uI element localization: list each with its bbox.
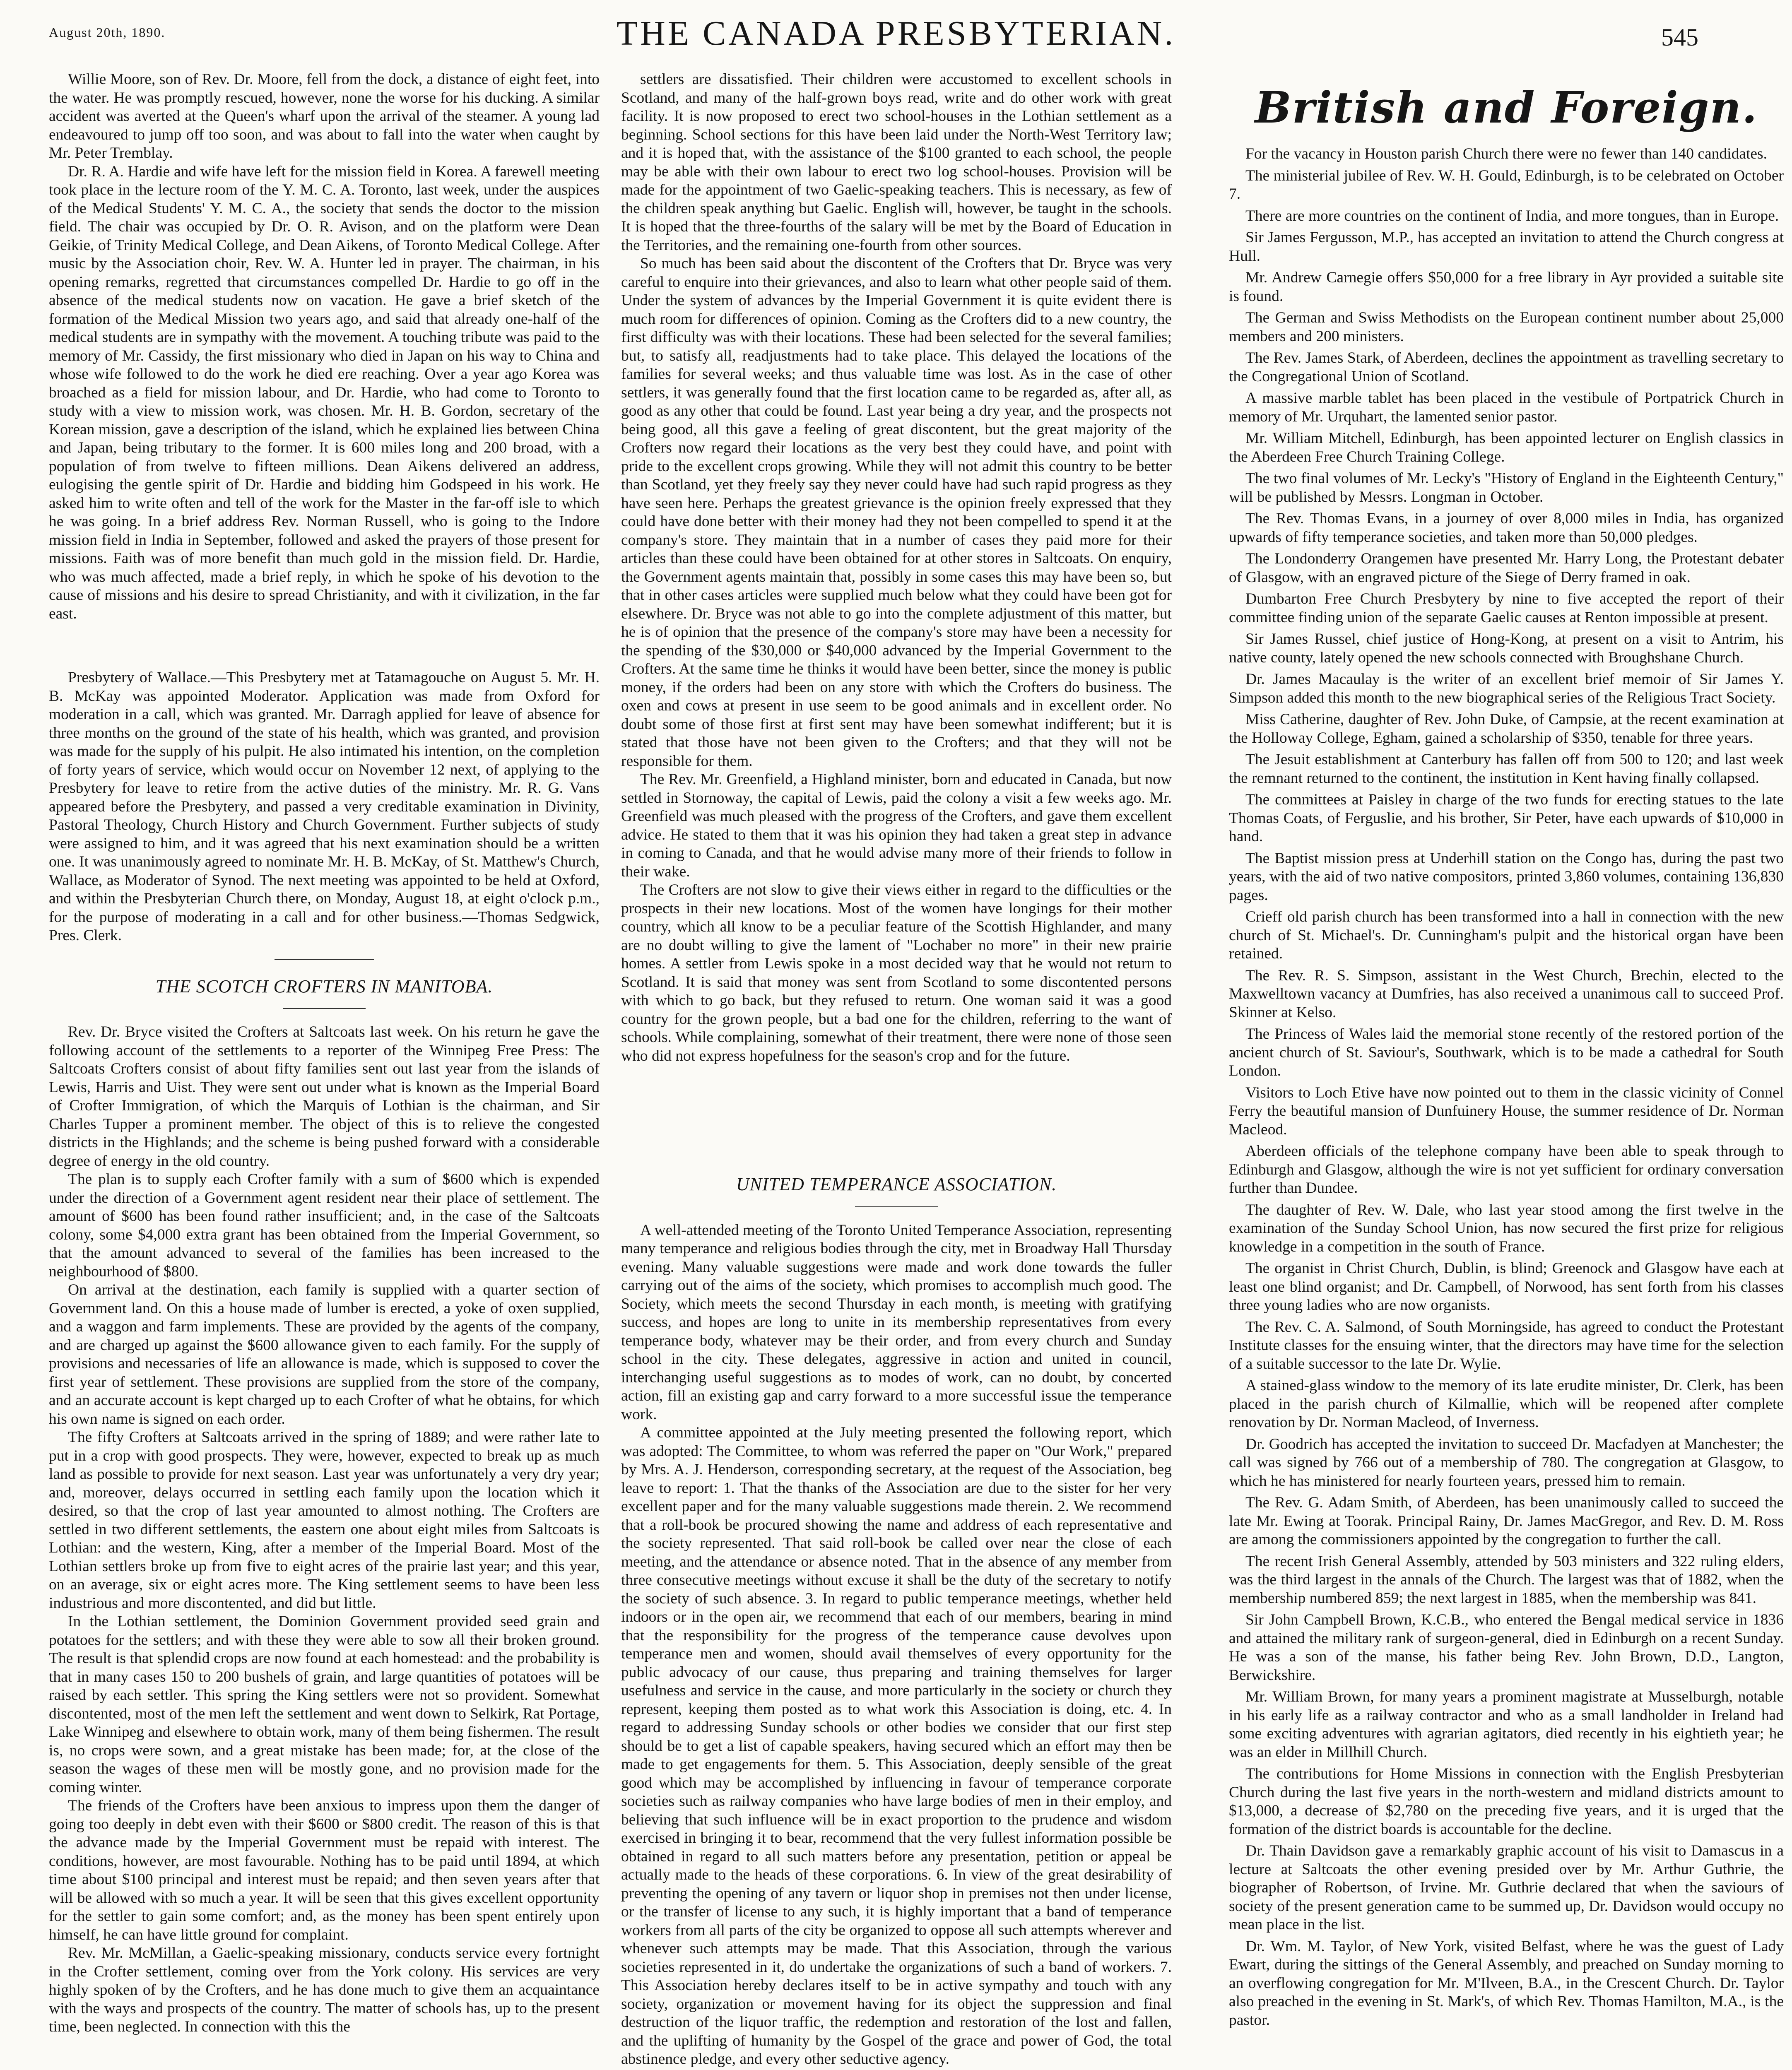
news-item: The Jesuit establishment at Canterbury has fallen off from 500 to 120; and last week the remnant returned to the continent, the institution in Kent having finally collapsed. bbox=[1229, 751, 1784, 787]
news-item: The recent Irish General Assembly, attended by 503 ministers and 322 ruling elders, was the third largest in the annals of the Church. The largest was that of 1882, when the membership numbered 859; the next largest in 1885, when the membership was 841. bbox=[1229, 1552, 1784, 1607]
column-middle bbox=[621, 70, 1172, 2069]
article-paragraph: Rev. Dr. Bryce visited the Crofters at Saltcoats last week. On his return he gave the following account of the settlements to a reporter of the Winnipeg Free Press: The Saltcoats Crofters consist of about fifty families sent out last year from the islands of Lewis, Harris and Uist. They were sent out under what is known as the Imperial Board of Crofter Immigration, of which the Marquis of Lothian is the chairman, and Sir Charles Tupper a prominent member. The object of this is to relieve the congested districts in the Highlands; and the scheme is being pushed forward with a considerable degree of energy in the old country. bbox=[49, 1023, 600, 1170]
news-item: The ministerial jubilee of Rev. W. H. Gould, Edinburgh, is to be celebrated on October 7. bbox=[1229, 167, 1784, 202]
news-item: The contributions for Home Missions in connection with the English Presbyterian Church during the last five years in the north-western and midland districts amount to $13,000, a decrease of $2,780 on the preceding five years, and it is urged that the formation of the district boards is accountable for the decline. bbox=[1229, 1765, 1784, 1838]
article-paragraph: The Crofters are not slow to give their views either in regard to the difficulties or the prospects in their new locations. Most of the women have longings for their mother country, which all know to be a peculiar feature of the Scottish Highlander, and many are no doubt willing to give the lament of "Lochaber no more" in their new prairie homes. A settler from Lewis spoke in a most decided way that he would not return to Scotland. It is said that money was sent from Scotland to some discontented persons with which to go back, but they refused to return. One woman said it was a good country for the grown people, but a bad one for the children, referring to the want of schools. While complaining, somewhat of their treatment, there were none of those seen who did not express hopefulness for the season's crop and for the future. bbox=[621, 881, 1172, 1064]
news-item: The committees at Paisley in charge of the two funds for erecting statues to the late Thomas Coats, of Ferguslie, and his brother, Sir Peter, have each upwards of $10,000 in hand. bbox=[1229, 791, 1784, 845]
news-item: Mr. William Mitchell, Edinburgh, has been appointed lecturer on English classics in the Aberdeen Free Church Training College. bbox=[1229, 430, 1784, 465]
article-paragraph: So much has been said about the discontent of the Crofters that Dr. Bryce was very careful to enquire into their grievances, and also to learn what other people said of them. Under the system of advances by the Imperial Government it is quite evident there is much room for differences of opinion. Coming as the Crofters did to a new country, the first difficulty was with their locations. These had been selected for the several families; but, to satisfy all, readjustments had to take place. This delayed the locations of the families for several weeks; and thus valuable time was lost. As in the case of other settlers, it was generally found that the first location came to be regarded as, after all, as good as any other that could be found. Last year being a dry year, and the prospects not being good, all this gave a feeling of great discontent, but the great majority of the Crofters now regard their locations as the very best they could have, and point with pride to the excellent crops growing. While they will not admit this country to be better than Scotland, yet they freely say they never could have had such rapid progress as they have seen here. Perhaps the greatest grievance is the opinion freely expressed that they could have done better with their money had they not been compelled to spend it at the company's store. They maintain that in a number of cases they paid more for their articles than these could have been obtained for at other stores in Saltcoats. On enquiry, the Government agents maintain that, possibly in some cases this may have been so, but that in other cases articles were supplied much below what they could have been got for elsewhere. Dr. Bryce was not able to go into the complete adjustment of this matter, but he is of opinion that the presence of the company's store may have been a necessity for the spending of the $30,000 or $40,000 advanced by the Imperial Government to the Crofters. At the same time he thinks it would have been better, since the money is public money, if the orders had been on any store with which the Crofters do business. The oxen and cows at present in use seem to be good animals and in excellent order. No doubt some of those first at first sent may have been somewhat indifferent; but it is stated that those have not been given to the Crofters; and that they will not be responsible for them. bbox=[621, 255, 1172, 770]
article-paragraph: Rev. Mr. McMillan, a Gaelic-speaking missionary, conducts service every fortnight in the Crofter settlement, coming over from the York colony. His services are very highly spoken of by the Crofters, and he has done much to give them an acquaintance with the ways and prospects of the country. The matter of schools has, up to the present time, been neglected. In connection with this the bbox=[49, 1945, 600, 2035]
news-item: The Rev. James Stark, of Aberdeen, declines the appointment as travelling secretary to the Congregational Union of Scotland. bbox=[1229, 349, 1784, 385]
news-item: The Rev. G. Adam Smith, of Aberdeen, has been unanimously called to succeed the late Mr. Ewing at Toorak. Principal Rainy, Dr. James MacGregor, and Rev. D. M. Ross are among the commissioners appointed by the congregation to further the call. bbox=[1229, 1494, 1784, 1548]
news-item: Miss Catherine, daughter of Rev. John Duke, of Campsie, at the recent examination at the Holloway College, Egham, gained a scholarship of $350, tenable for three years. bbox=[1229, 711, 1784, 746]
article-paragraph: The plan is to supply each Crofter family with a sum of $600 which is expended under the direction of a Government agent resident near their place of settlement. The amount of $600 has been found rather insufficient; and, in the case of the Saltcoats colony, some $4,000 extra grant has been obtained from the Imperial Government, so that the amount advanced to several of the families has been increased to the neighbourhood of $800. bbox=[49, 1171, 600, 1280]
column-right bbox=[1229, 70, 1784, 2029]
article-paragraph: The fifty Crofters at Saltcoats arrived in the spring of 1889; and were rather late to put in a crop with good prospects. They were, however, expected to break up as much land as possible to provide for next season. Last year was unfortunately a very dry year; and, moreover, delays occurred in settling each family upon the location which it desired, so that the crop of last year amounted to almost nothing. The Crofters are settled in two different settlements, the eastern one about eight miles from Saltcoats is Lothian: and the western, King, after a member of the Imperial Board. Most of the Lothian settlers broke up from five to eight acres of the prairie last year; and this year, on an average, six or eight acres more. The King settlement seems to have been less industrious and more discontented, and did but little. bbox=[49, 1429, 600, 1612]
news-item: A massive marble tablet has been placed in the vestibule of Portpatrick Church in memory of Mr. Urquhart, the lamented senior pastor. bbox=[1229, 390, 1784, 425]
news-item: The Baptist mission press at Underhill station on the Congo has, during the past two years, with the aid of two native compositors, printed 3,860 volumes, containing 136,830 pages. bbox=[1229, 850, 1784, 904]
article-paragraph: Willie Moore, son of Rev. Dr. Moore, fell from the dock, a distance of eight feet, into the water. He was promptly rescued, however, none the worse for his ducking. A similar accident was averted at the Queen's wharf upon the arrival of the steamer. A young lad endeavoured to jump off too soon, and was about to fall into the water when caught by Mr. Peter Tremblay. bbox=[49, 71, 600, 161]
article-paragraph: On arrival at the destination, each family is supplied with a quarter section of Government land. On this a house made of lumber is erected, a yoke of oxen supplied, and a waggon and farm implements. These are provided by the agents of the company, and are charged up against the $600 allowance given to each family. For the supply of provisions and necessaries of life an allowance is made, which is supposed to cover the first year of settlement. These provisions are supplied from the store of the company, and an accurate account is kept charged up to each Crofter of what he obtains, for which his own name is signed on each order. bbox=[49, 1281, 600, 1427]
article-paragraph: A committee appointed at the July meeting presented the following report, which was adopted: The Committee, to whom was referred the paper on "Our Work," prepared by Mrs. A. J. Henderson, corresponding secretary, at the request of the Association, beg leave to report: 1. That the thanks of the Association are due to the sister for her very excellent paper and for the many valuable suggestions made therein. 2. We recommend that a roll-book be procured showing the name and address of each representative and the society represented. That said roll-book be called over near the close of each meeting, and the attendance or absence noted. That in the absence of any member from three consecutive meetings without excuse it shall be the duty of the secretary to notify the society of such absence. 3. In regard to public temperance meetings, whether held indoors or in the open air, we recommend that each of our members, bearing in mind that the responsibility for the progress of the temperance cause devolves upon temperance men and women, should avail themselves of every opportunity for the public advocacy of our cause, thus preparing and training themselves for larger usefulness and service in the cause, and more particularly in the society or church they represent, keeping them posted as to what work this Association is doing, etc. 4. In regard to addressing Sunday schools or other bodies we consider that our first step should be to get a list of capable speakers, having secured which an effort may then be made to get engagements for them. 5. This Association, deeply sensible of the great good which may be accomplished by influencing in favour of temperance corporate societies such as railway companies who have large bodies of men in their employ, and believing that such influence will be in exact proportion to the prudence and wisdom exercised in bringing it to bear, recommend that the very fullest information possible be obtained in regard to all such matters before any presentation, petition or appeal be actually made to the heads of these corporations. 6. In view of the great desirability of preventing the opening of any tavern or liquor shop in premises not then under license, or the transfer of license to any such, it is highly important that a band of temperance workers from all parts of the city be organized to oppose all such attempts wherever and whenever such attempts may be made. That this Association, through the various societies represented in it, do undertake the organizations of such a band of workers. 7. This Association hereby declares itself to be in active sympathy and touch with any society, organization or movement having for its object the suppression and final destruction of the liquor traffic, the redemption and restoration of the lost and fallen, and the uplifting of humanity by the Gospel of the grace and power of God, the total abstinence pledge, and every other seductive agency. bbox=[621, 1424, 1172, 2068]
article-paragraph: The friends of the Crofters have been anxious to impress upon them the danger of going too deeply in debt even with their $600 or $800 credit. The reason of this is that the advance made by the Imperial Government must be repaid with interest. The conditions, however, are most favourable. Nothing has to be paid until 1894, at which time about $100 principal and interest must be repaid; and then seven years after that will be allowed with so much a year. It will be seen that this gives excellent opportunity for the settler to gain some comfort; and, as the money has been spent entirely upon himself, he can have little ground for complaint. bbox=[49, 1797, 600, 1943]
news-item: Dumbarton Free Church Presbytery by nine to five accepted the report of their committee finding union of the separate Gaelic causes at Renton impossible at present. bbox=[1229, 590, 1784, 626]
news-item: Sir James Russel, chief justice of Hong-Kong, at present on a visit to Antrim, his native county, lately opened the new schools connected with Broughshane Church. bbox=[1229, 631, 1784, 666]
news-item: Dr. Goodrich has accepted the invitation to succeed Dr. Macfadyen at Manchester; the call was signed by 766 out of a membership of 780. The congregation at Glasgow, to which he has ministered for nearly fourteen years, pressed him to remain. bbox=[1229, 1435, 1784, 1490]
column-left bbox=[49, 70, 600, 2036]
news-item: The Rev. Thomas Evans, in a journey of over 8,000 miles in India, has organized upwards of fifty temperance societies, and taken more than 50,000 pledges. bbox=[1229, 510, 1784, 546]
article-paragraph: settlers are dissatisfied. Their children were accustomed to excellent schools in Scotland, and many of the half-grown boys read, write and do other work with great facility. It is now proposed to erect two school-houses in the Lothian settlement as a beginning. School sections for this have been laid under the North-West Territory law; and it is hoped that, with the assistance of the $100 granted to each school, the people may be able with their own labour to erect two log school-houses. Provision will be made for the appointment of two Gaelic-speaking teachers. This is necessary, as few of the children speak anything but Gaelic. English will, however, be taught in the schools. It is hoped that the three-fourths of the salary will be met by the Board of Education in the Territories, and the remaining one-fourth from other sources. bbox=[621, 71, 1172, 254]
british-and-foreign-heading: British and Foreign. bbox=[1255, 82, 1758, 133]
article-paragraph: In the Lothian settlement, the Dominion Government provided seed grain and potatoes for the settlers; and with these they were able to sow all their broken ground. The result is that splendid crops are now found at each homestead: and the probability is that in many cases 150 to 200 bushels of grain, and large quantities of potatoes will be raised by each settler. This spring the King settlers were not so provident. Somewhat discontented, most of the men left the settlement and went down to Selkirk, Rat Portage, Lake Winnipeg and elsewhere to obtain work, many of them being fishermen. The result is, no crops were sown, and a great mistake has been made; for, at the close of the season the wages of these men will be mostly gone, and no provision made for the coming winter. bbox=[49, 1613, 600, 1796]
news-item: Dr. Wm. M. Taylor, of New York, visited Belfast, where he was the guest of Lady Ewart, during the sittings of the General Assembly, and preached on Sunday morning to an overflowing congregation for Mr. M'Ilveen, B.A., in the Crescent Church. Dr. Taylor also preached in the evening in St. Mark's, of which Rev. Thomas Hamilton, M.A., is the pastor. bbox=[1229, 1938, 1784, 2029]
news-item: The Rev. R. S. Simpson, assistant in the West Church, Brechin, elected to the Maxwelltown vacancy at Dumfries, has also received a unanimous call to succeed Prof. Skinner at Kelso. bbox=[1229, 967, 1784, 1021]
news-item: The Princess of Wales laid the memorial stone recently of the restored portion of the ancient church of St. Saviour's, Southwark, which is to be made a cathedral for South London. bbox=[1229, 1025, 1784, 1079]
section-title-temperance: UNITED TEMPERANCE ASSOCIATION. bbox=[736, 1174, 1057, 1194]
news-item: Crieff old parish church has been transformed into a hall in connection with the new church of St. Michael's. Dr. Cunningham's pulpit and the historical organ have been retained. bbox=[1229, 908, 1784, 962]
news-item: Aberdeen officials of the telephone company have been able to speak through to Edinburgh and Glasgow, although the wire is not yet sufficient for ordinary conversation further than Dundee. bbox=[1229, 1143, 1784, 1196]
news-item: Dr. James Macaulay is the writer of an excellent brief memoir of Sir James Y. Simpson added this month to the new biographical series of the Religious Tract Society. bbox=[1229, 671, 1784, 706]
news-item: Visitors to Loch Etive have now pointed out to them in the classic vicinity of Connel Ferry the beautiful mansion of Dunfuinery House, the summer residence of Dr. Norman Macleod. bbox=[1229, 1084, 1784, 1138]
issue-date: August 20th, 1890. bbox=[49, 25, 166, 40]
section-title-scotch-crofters: THE SCOTCH CROFTERS IN MANITOBA. bbox=[155, 976, 493, 996]
news-item: Sir James Fergusson, M.P., has accepted an invitation to attend the Church congress at Hull. bbox=[1229, 229, 1784, 265]
news-item: The German and Swiss Methodists on the European continent number about 25,000 members and 200 ministers. bbox=[1229, 309, 1784, 345]
article-paragraph: The Rev. Mr. Greenfield, a Highland minister, born and educated in Canada, but now settled in Stornoway, the capital of Lewis, paid the colony a visit a few weeks ago. Mr. Greenfield was much pleased with the progress of the Crofters, and gave them excellent advice. He stated to them that it was his opinion they had taken a great step in advance in coming to Canada, and that he would advise many more of their friends to follow in their wake. bbox=[621, 771, 1172, 880]
news-item: Mr. William Brown, for many years a prominent magistrate at Musselburgh, notable in his early life as a railway contractor and who as a small landholder in Ireland had some exciting adventures with agrarian agitators, died recently in his eightieth year; he was an elder in Millhill Church. bbox=[1229, 1688, 1784, 1761]
masthead-title: THE CANADA PRESBYTERIAN. bbox=[616, 14, 1176, 53]
article-paragraph: A well-attended meeting of the Toronto United Temperance Association, representing many temperance and religious bodies through the city, met in Broadway Hall Thursday evening. Many valuable suggestions were made and work done towards the fuller carrying out of the aims of the society, which promises to accomplish much good. The Society, which meets the second Thursday in each month, is meeting with gratifying success, and hopes are long to unite in its membership representatives from every temperance body, whatever may be their order, and from every church and Sunday school in the city. These delegates, aggressive in action and united in council, interchanging useful suggestions as to modes of work, can no doubt, by concerted action, fill an existing gap and carry forward to a more successful issue the temperance work. bbox=[621, 1221, 1172, 1423]
news-item: A stained-glass window to the memory of its late erudite minister, Dr. Clerk, has been placed in the parish church of Kilmallie, which will be reopened after complete renovation by Dr. Norman Macleod, of Inverness. bbox=[1229, 1377, 1784, 1431]
running-header bbox=[0, 0, 1792, 62]
news-item: The daughter of Rev. W. Dale, who last year stood among the first twelve in the examination of the Sunday School Union, has now secured the first prize for religious knowledge in a competition in the south of France. bbox=[1229, 1201, 1784, 1255]
news-item: The two final volumes of Mr. Lecky's "History of England in the Eighteenth Century," will be published by Messrs. Longman in October. bbox=[1229, 470, 1784, 505]
page-number: 545 bbox=[1661, 24, 1698, 51]
presbytery-report: Presbytery of Wallace.—This Presbytery met at Tatamagouche on August 5. Mr. H. B. McKay was appointed Moderator. Application was made from Oxford for moderation in a call, which was granted. Mr. Darragh applied for leave of absence for three months on the ground of the state of his health, which was granted, and provision was made for the supply of his pulpit. He also intimated his intention, on the completion of forty years of service, which would occur on November 12 next, of applying to the Presbytery for leave to retire from the active duties of the ministry. Mr. R. G. Vans appeared before the Presbytery, and passed a very creditable examination in Divinity, Pastoral Theology, Church History and Church Government. Further subjects of study were assigned to him, and it was agreed that his next examination should be a written one. It was unanimously agreed to nominate Mr. H. B. McKay, of St. Matthew's Church, Wallace, as Moderator of Synod. The next meeting was appointed to be held at Oxford, and within the Presbyterian Church there, on Monday, August 18, at eight o'clock p.m., for the purpose of moderating in a call and for other business.—Thomas Sedgwick, Pres. Clerk. bbox=[49, 669, 600, 944]
news-item: The Londonderry Orangemen have presented Mr. Harry Long, the Protestant debater of Glasgow, with an engraved picture of the Siege of Derry framed in oak. bbox=[1229, 550, 1784, 586]
title-rule bbox=[855, 1206, 938, 1207]
article-paragraph: Dr. R. A. Hardie and wife have left for the mission field in Korea. A farewell meeting took place in the lecture room of the Y. M. C. A. Toronto, last week, under the auspices of the Medical Students' Y. M. C. A., the society that sends the doctor to the mission field. The chair was occupied by Dr. O. R. Avison, and on the platform were Dean Geikie, of Trinity Medical College, and Dean Aikens, of Toronto Medical College. After music by the Association choir, Rev. W. A. Hunter led in prayer. The chairman, in his opening remarks, regretted that circumstances compelled Dr. Hardie to go off in the absence of the medical students now on vacation. He gave a brief sketch of the formation of the Medical Mission two years ago, and said that already one-half of the medical students are in sympathy with the movement. A touching tribute was paid to the memory of Mr. Cassidy, the first missionary who died in Japan on his way to China and whose wife followed to do the work he died ere reaching. Over a year ago Korea was broached as a field for mission labour, and Dr. Hardie, who had come to Toronto to study with a view to mission work, was chosen. Mr. H. B. Gordon, secretary of the Korean mission, gave a description of the island, which he explained lies between China and Japan, being tributary to the former. It is 600 miles long and 200 broad, with a population of from twelve to fifteen millions. Dean Aikens delivered an address, eulogising the gentle spirit of Dr. Hardie and bidding him Godspeed in his work. He asked him to write often and tell of the work for the Master in the far-off isle to which he was going. In a brief address Rev. Norman Russell, who is going to the Indore mission field in India in September, followed and asked the prayers of those present for missions. Faith was of more benefit than much gold in the mission field. Dr. Hardie, who was much affected, made a brief reply, in which he spoke of his devotion to the cause of missions and his desire to spread Christianity, and with it civilization, in the far east. bbox=[49, 163, 600, 622]
news-item: Sir John Campbell Brown, K.C.B., who entered the Bengal medical service in 1836 and attained the military rank of surgeon-general, died in Edinburgh on a recent Sunday. He was a son of the manse, his father being Rev. John Brown, D.D., Langton, Berwickshire. bbox=[1229, 1611, 1784, 1684]
news-item: Mr. Andrew Carnegie offers $50,000 for a free library in Ayr provided a suitable site is found. bbox=[1229, 269, 1784, 305]
news-item: There are more countries on the continent of India, and more tongues, than in Europe. bbox=[1245, 207, 1779, 224]
news-item: The Rev. C. A. Salmond, of South Morningside, has agreed to conduct the Protestant Institute classes for the ensuing winter, that the directors may have time for the selection of a suitable successor to the late Dr. Wylie. bbox=[1229, 1318, 1784, 1372]
news-item: The organist in Christ Church, Dublin, is blind; Greenock and Glasgow have each at least one blind organist; and Dr. Campbell, of Norwood, has sent forth from his classes three young ladies who are now organists. bbox=[1229, 1260, 1784, 1314]
news-item: For the vacancy in Houston parish Church there were no fewer than 140 candidates. bbox=[1245, 145, 1768, 162]
news-item: Dr. Thain Davidson gave a remarkably graphic account of his visit to Damascus in a lecture at Saltcoats the other evening presided over by Mr. Arthur Guthrie, the biographer of Robertson, of Irvine. Mr. Guthrie declared that when the saviours of society of the present generation came to be summed up, Dr. Davidson would occupy no mean place in the list. bbox=[1229, 1842, 1784, 1933]
section-divider bbox=[275, 959, 374, 960]
title-rule bbox=[283, 1008, 366, 1009]
